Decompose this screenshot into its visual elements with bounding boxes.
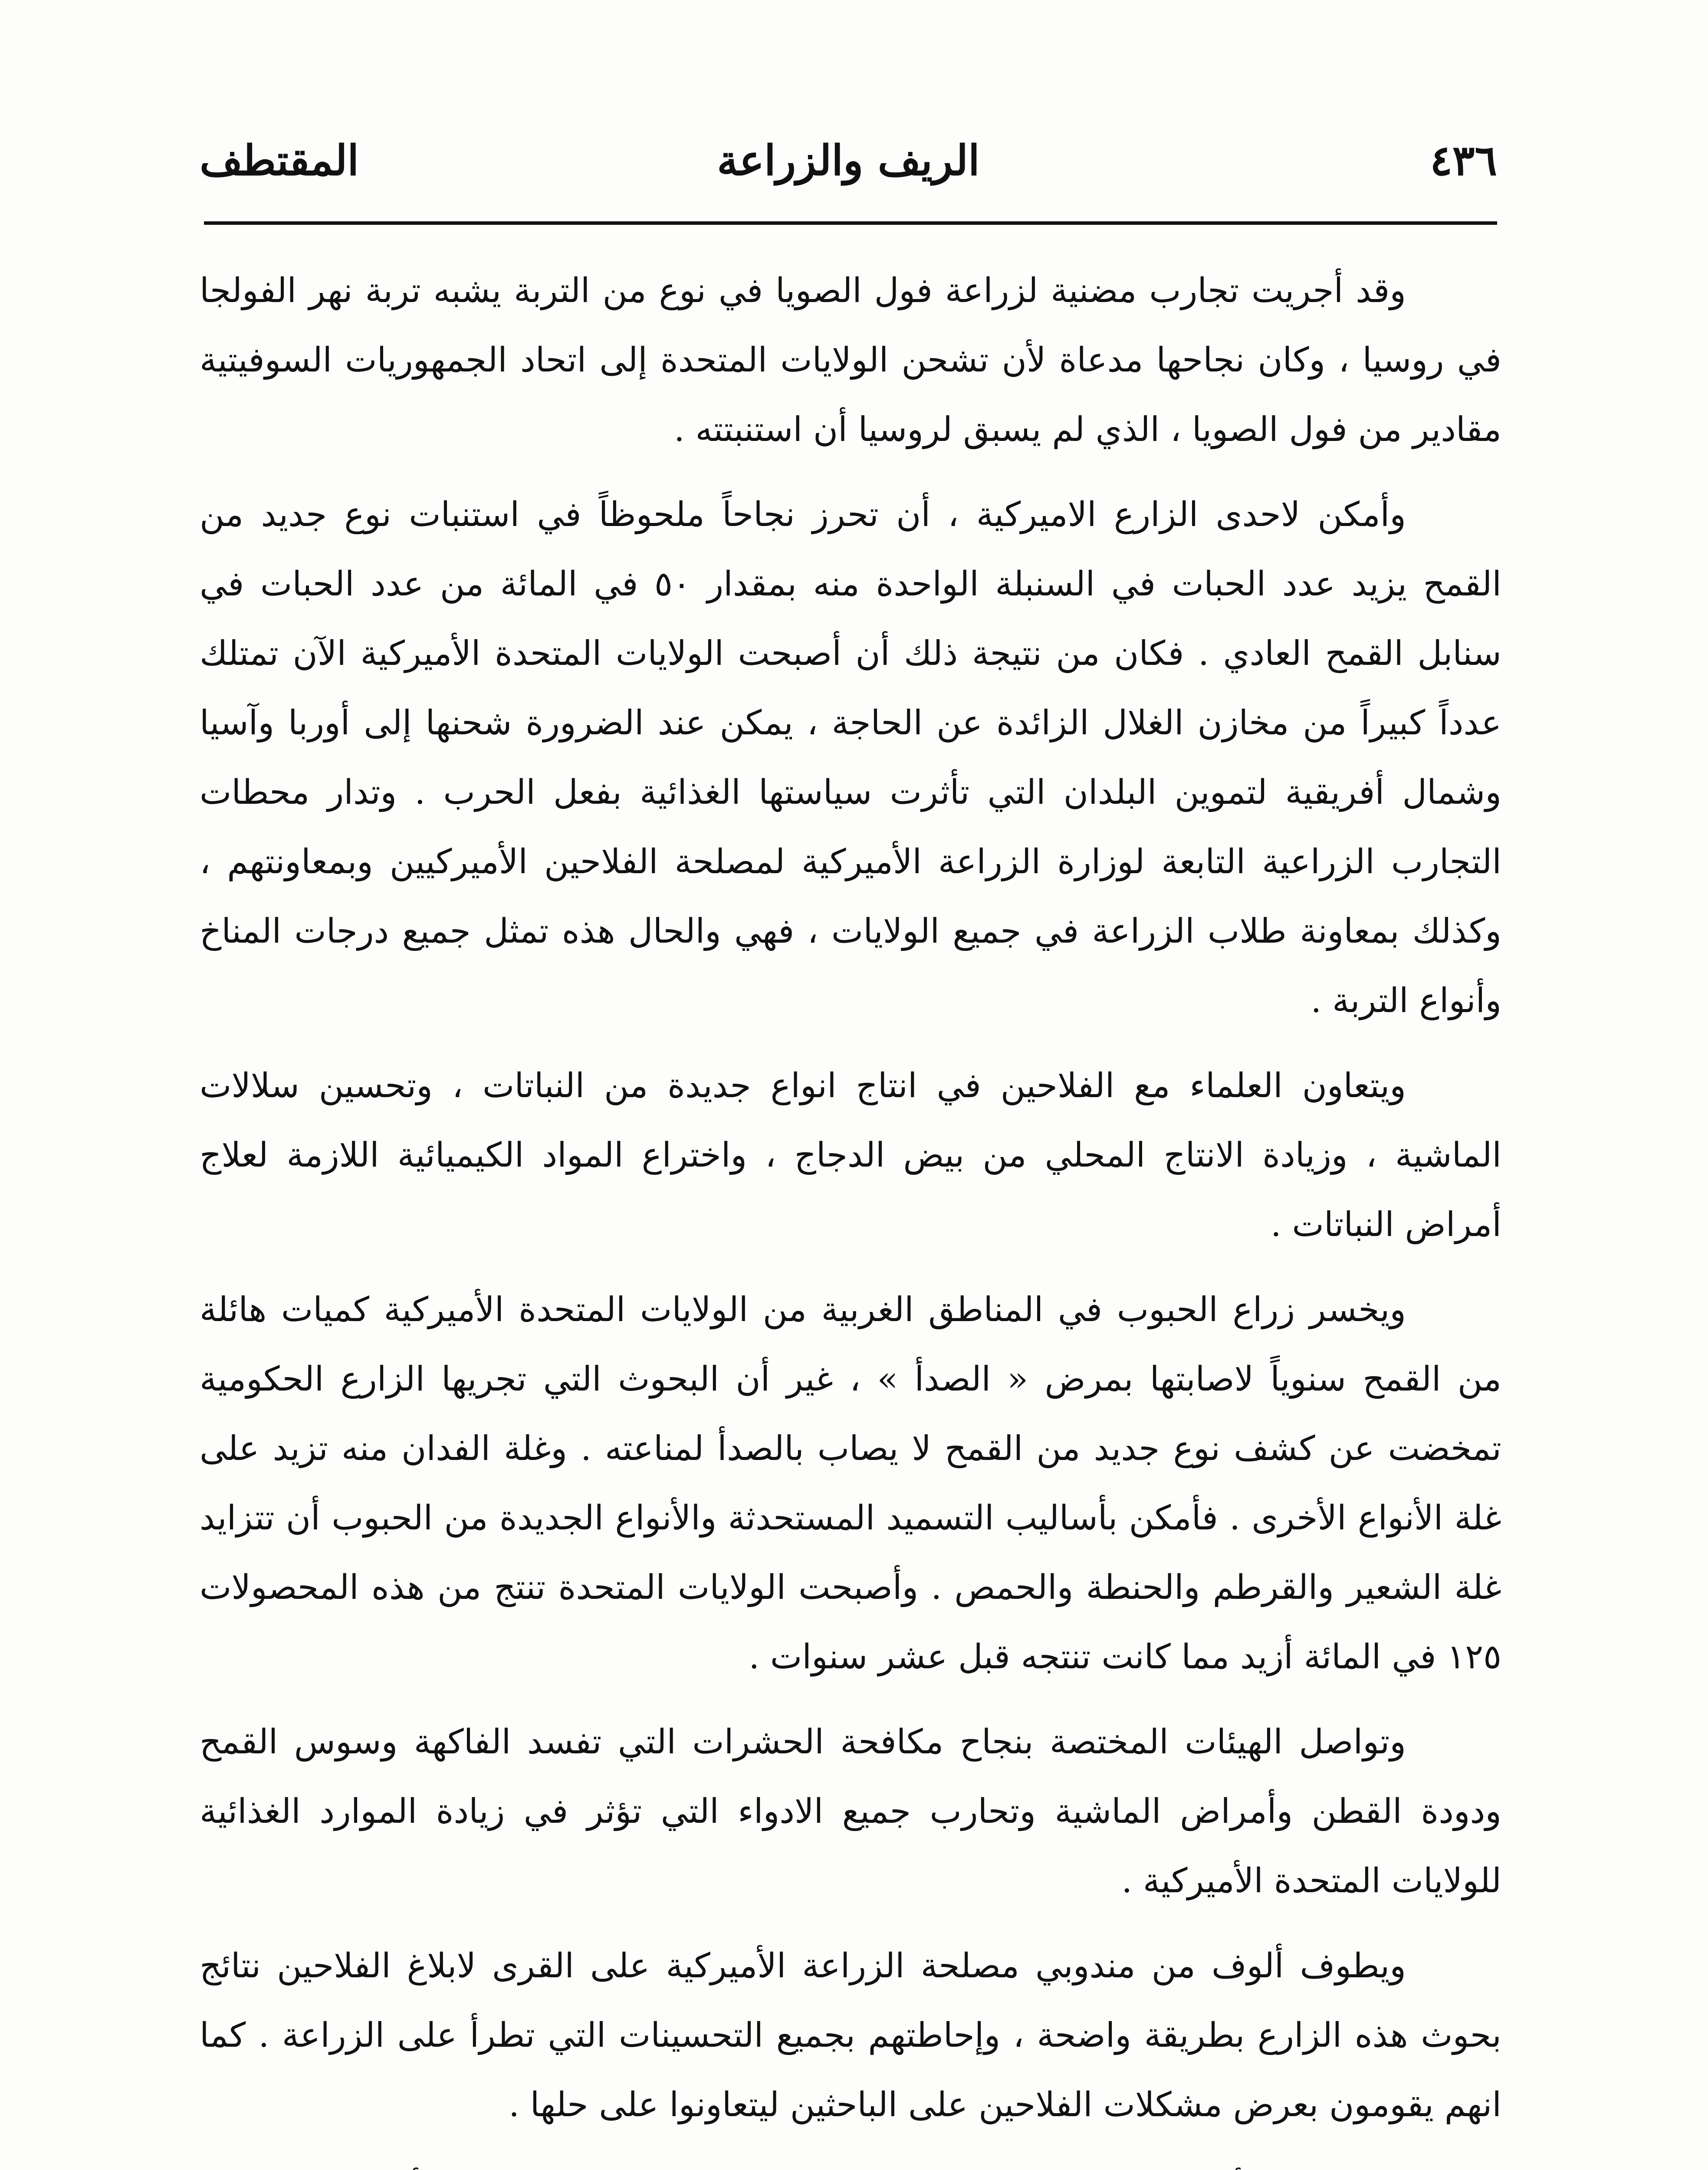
page-number: ٤٣٦: [1430, 136, 1497, 185]
journal-name: المقتطف: [200, 136, 359, 185]
page-header: [200, 130, 1497, 200]
paragraph: وأمكن لاحدى الزارع الاميركية ، أن تحرز نجاحاً ملحوظاً في استنبات نوع جديد من القمح يزيد عدد الحبات في السنبلة الواحدة منه بمقدار ٥٠ في المائة من عدد الحبات في سنابل القمح العادي . فكان من نتيجة ذلك أن أصبحت الولايات المتحدة الأميركية الآن تمتلك عدداً كبيراً من مخازن الغلال الزائدة عن الحاجة ، يمكن عند الضرورة شحنها إلى أوربا وآسيا وشمال أفريقية لتموين البلدان التي تأثرت سياستها الغذائية بفعل الحرب . وتدار محطات التجارب الزراعية التابعة لوزارة الزراعة الأميركية لمصلحة الفلاحين الأميركيين وبمعاونتهم ، وكذلك بمعاونة طلاب الزراعة في جميع الولايات ، فهي والحال هذه تمثل جميع درجات المناخ وأنواع التربة .: [200, 495, 1501, 1020]
paragraph: [200, 2155, 1501, 2170]
paragraph: ويطوف ألوف من مندوبي مصلحة الزراعة الأميركية على القرى لابلاغ الفلاحين نتائج بحوث هذه الزارع بطريقة واضحة ، وإحاطتهم بجميع التحسينات التي تطرأ على الزراعة . كما انهم يقومون بعرض مشكلات الفلاحين على الباحثين ليتعاونوا على حلها .: [200, 1946, 1501, 2124]
paragraph: وتواصل الهيئات المختصة بنجاح مكافحة الحشرات التي تفسد الفاكهة وسوس القمح ودودة القطن وأمراض الماشية وتحارب جميع الادواء التي تؤثر في زيادة الموارد الغذائية للولايات المتحدة الأميركية .: [200, 1723, 1501, 1900]
running-title: الريف والزراعة: [717, 136, 980, 185]
paragraph: وقد أجريت تجارب مضنية لزراعة فول الصويا في نوع من التربة يشبه تربة نهر الفولجا في روسيا ، وكان نجاحها مدعاة لأن تشحن الولايات المتحدة إلى اتحاد الجمهوريات السوفيتية مقادير من فول الصويا ، الذي لم يسبق لروسيا أن استنبتته .: [200, 271, 1501, 449]
paragraph: ويتعاون العلماء مع الفلاحين في انتاج انواع جديدة من النباتات ، وتحسين سلالات الماشية ، وزيادة الانتاج المحلي من بيض الدجاج ، واختراع المواد الكيميائية اللازمة لعلاج أمراض النباتات .: [200, 1066, 1501, 1244]
paragraph: ويخسر زراع الحبوب في المناطق الغربية من الولايات المتحدة الأميركية كميات هائلة من القمح سنوياً لاصابتها بمرض « الصدأ » ، غير أن البحوث التي تجريها الزارع الحكومية تمخضت عن كشف نوع جديد من القمح لا يصاب بالصدأ لمناعته . وغلة الفدان منه تزيد على غلة الأنواع الأخرى . فأمكن بأساليب التسميد المستحدثة والأنواع الجديدة من الحبوب أن تتزايد غلة الشعير والقرطم والحنطة والحمص . وأصبحت الولايات المتحدة تنتج من هذه المحصولات ١٢٥ في المائة أزيد مما كانت تنتجه قبل عشر سنوات .: [200, 1290, 1501, 1677]
article-body: [200, 256, 1501, 2170]
header-rule: [204, 221, 1497, 225]
